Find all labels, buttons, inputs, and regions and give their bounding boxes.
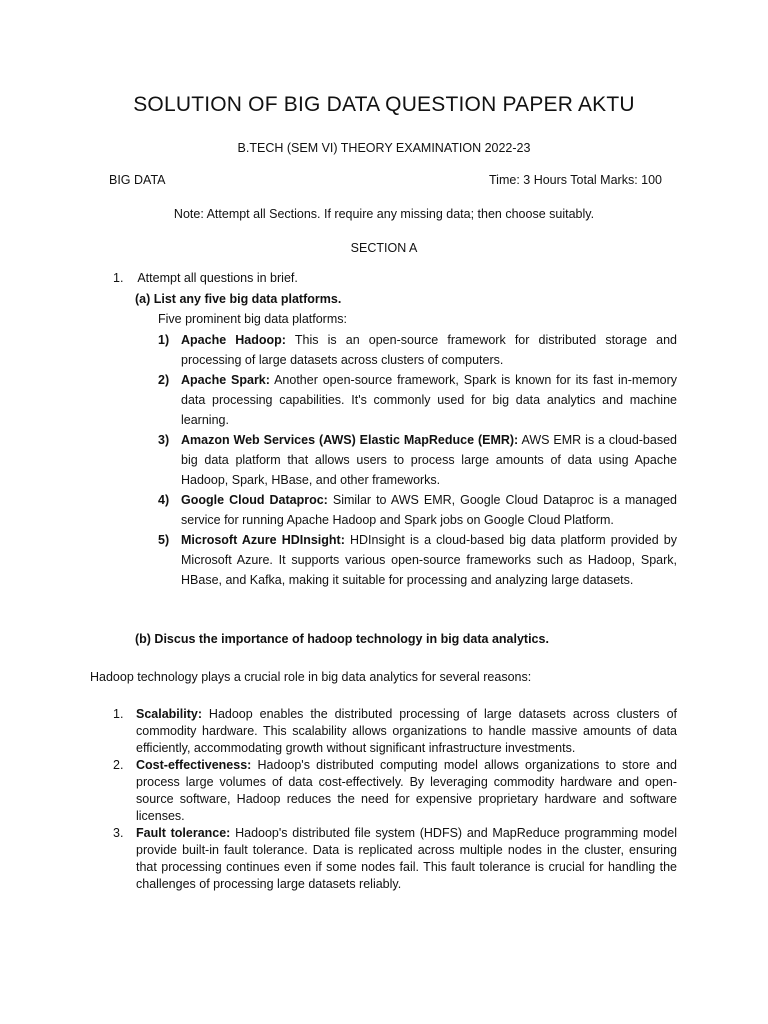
list-item: [113, 825, 677, 893]
item-number: 2): [158, 373, 170, 387]
list-item: [158, 490, 677, 530]
item-number: 3.: [113, 826, 124, 840]
list-item: [158, 530, 677, 590]
item-term: Microsoft Azure HDInsight:: [181, 533, 345, 547]
item-term: Apache Hadoop:: [181, 333, 286, 347]
reasons-list: [113, 706, 677, 893]
item-number: 3): [158, 433, 170, 447]
note-line: Note: Attempt all Sections. If require any missing data; then choose suitably.: [173, 207, 595, 221]
platforms-list: [158, 330, 677, 590]
item-term: Google Cloud Dataproc:: [181, 493, 328, 507]
time-marks: Time: 3 Hours Total Marks: 100: [489, 173, 662, 187]
item-description: This is an open-source framework for distributed storage and processing of large datasets across clusters of computers.: [181, 333, 678, 367]
item-number: 5): [158, 533, 170, 547]
list-item: [158, 430, 677, 490]
list-item: [113, 706, 677, 757]
item-description: Hadoop's distributed file system (HDFS) and MapReduce programming model provide built-in fault tolerance. Data is replicated across multiple nodes in the cluster, ensuring that processing continues even if some nodes fail. This fault tolerance is crucial for handling the challenges of processing large datasets reliably.: [136, 826, 677, 891]
list-item: [158, 370, 677, 430]
question-number: 1.: [113, 271, 124, 285]
exam-line: B.TECH (SEM VI) THEORY EXAMINATION 2022-23: [237, 141, 531, 155]
list-item: [158, 330, 677, 370]
part-a-intro: Five prominent big data platforms:: [158, 312, 347, 326]
subject-label: BIG DATA: [109, 173, 166, 187]
part-a-heading: (a) List any five big data platforms.: [135, 292, 342, 306]
item-number: 2.: [113, 758, 124, 772]
item-description: Another open-source framework, Spark is known for its fast in-memory data processing capabilities. It's commonly used for big data analytics and machine learning.: [181, 373, 677, 427]
item-number: 1): [158, 333, 170, 347]
item-term: Amazon Web Services (AWS) Elastic MapReduce (EMR):: [181, 433, 519, 447]
item-term: Scalability:: [136, 707, 202, 721]
section-heading: SECTION A: [350, 241, 418, 255]
item-description: Hadoop enables the distributed processing of large datasets across clusters of commodity hardware. This scalability allows organizations to handle massive amounts of data efficiently, accommodating growth without significant infrastructure investments.: [136, 707, 677, 755]
item-term: Cost-effectiveness:: [136, 758, 252, 772]
item-description: AWS EMR is a cloud-based big data platform that allows users to process large amounts of data using Apache Hadoop, Spark, HBase, and other frameworks.: [181, 433, 677, 487]
item-term: Fault tolerance:: [136, 826, 231, 840]
document-title: SOLUTION OF BIG DATA QUESTION PAPER AKTU: [133, 93, 635, 116]
part-b-heading: (b) Discus the importance of hadoop technology in big data analytics.: [135, 632, 549, 646]
question-1: [113, 271, 298, 285]
item-number: 4): [158, 493, 170, 507]
question-text: Attempt all questions in brief.: [137, 271, 298, 285]
item-description: Similar to AWS EMR, Google Cloud Dataproc is a managed service for running Apache Hadoop and Spark jobs on Google Cloud Platform.: [181, 493, 677, 527]
part-b-intro: Hadoop technology plays a crucial role in big data analytics for several reasons:: [90, 670, 532, 684]
item-description: HDInsight is a cloud-based big data platform provided by Microsoft Azure. It supports various open-source frameworks such as Hadoop, Spark, HBase, and Kafka, making it suitable for processing and analyzing large datasets.: [181, 533, 677, 587]
item-number: 1.: [113, 707, 124, 721]
item-term: Apache Spark:: [181, 373, 270, 387]
item-description: Hadoop's distributed computing model allows organizations to store and process large volumes of data cost-effectively. By leveraging commodity hardware and open-source software, Hadoop reduces the need for expensive proprietary hardware and software licenses.: [136, 758, 677, 823]
list-item: [113, 757, 677, 825]
